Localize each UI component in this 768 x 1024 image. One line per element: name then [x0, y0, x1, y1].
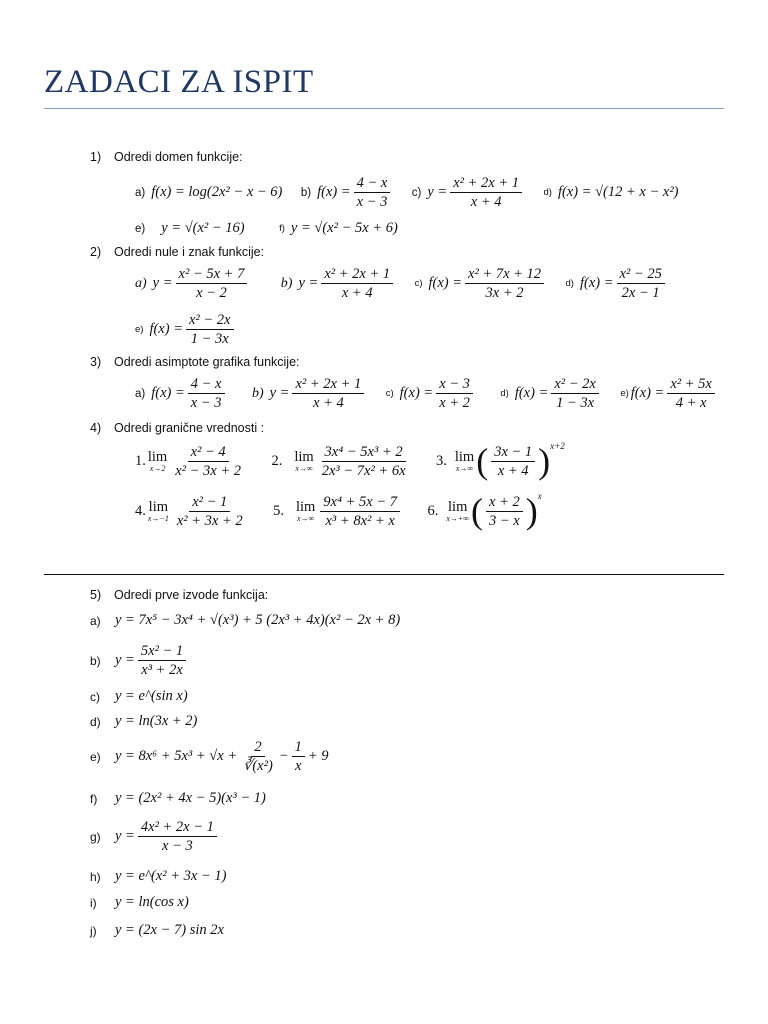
limit-operator [294, 450, 313, 473]
fraction [188, 376, 225, 411]
formula: y = (2x − 7) sin 2x [115, 922, 224, 938]
page-title: ZADACI ZA ISPIT [44, 64, 314, 100]
q5-item-c [90, 688, 188, 705]
item-label: h) [90, 869, 101, 884]
lim-text: lim [295, 498, 316, 515]
numerator: x − 3 [436, 376, 473, 394]
formula: y = ln(3x + 2) [115, 713, 198, 729]
formula: f(x) = √(12 + x − x²) [557, 184, 679, 200]
item-label: d) [500, 388, 509, 399]
q5-item-i [90, 894, 189, 911]
limit-operator [455, 450, 474, 473]
denominator: 4 + x [675, 395, 707, 411]
denominator: x − 3 [162, 838, 193, 854]
limit-operator [148, 450, 167, 473]
formula-prefix: y = [298, 275, 319, 291]
item-label: e) [135, 324, 144, 335]
numerator: x + 2 [486, 494, 523, 512]
denominator: x − 3 [190, 395, 222, 411]
fraction [491, 444, 535, 479]
denominator: x + 4 [341, 285, 373, 301]
item-label: 6. [427, 502, 439, 519]
item-label: a) [135, 387, 146, 400]
formula: y = ln(cos x) [115, 894, 189, 910]
numerator: x² − 1 [189, 494, 230, 512]
item-label: d) [90, 714, 101, 729]
q5-item-b [90, 643, 189, 678]
question-5-heading [90, 588, 268, 602]
numerator: 5x² − 1 [138, 643, 186, 661]
right-paren: ) [538, 441, 551, 481]
numerator: x² − 5x + 7 [176, 266, 248, 284]
question-text: Odredi domen funkcije: [114, 150, 243, 164]
numerator: x² + 2x + 1 [292, 376, 364, 394]
q5-item-g [90, 819, 220, 854]
fraction [138, 643, 186, 678]
item-label: a) [135, 275, 147, 291]
limit-operator [446, 500, 469, 523]
fraction [320, 494, 400, 529]
denominator: x³ + 8x² + x [325, 512, 395, 529]
numerator: 4x² + 2x − 1 [138, 819, 217, 837]
denominator: 3x + 2 [485, 285, 524, 301]
formula-prefix: y = [152, 275, 173, 291]
q4-item-6 [427, 493, 541, 529]
lim-text: lim [294, 448, 314, 465]
numerator: x² + 5x [667, 376, 715, 394]
q2-item-e [135, 312, 237, 347]
lim-subscript: x→2 [149, 463, 166, 473]
q1-item-b [301, 175, 394, 210]
item-label: c) [414, 278, 423, 289]
item-label: a) [90, 613, 101, 628]
fraction [617, 266, 665, 301]
fraction [667, 376, 715, 411]
fraction [551, 376, 599, 411]
formula-prefix: f(x) = [149, 321, 183, 337]
question-number: 4) [90, 421, 102, 435]
formula-suffix: + 9 [307, 748, 329, 764]
numerator: 3x − 1 [491, 444, 535, 462]
fraction [436, 376, 473, 411]
fraction [172, 444, 244, 479]
q4-item-2 [271, 444, 411, 479]
fraction [186, 312, 234, 347]
question-3-heading [90, 355, 300, 369]
question-number: 5) [90, 588, 102, 602]
fraction [176, 266, 248, 301]
formula-prefix: y = [115, 652, 135, 668]
denominator: 1 − 3x [190, 331, 229, 347]
lim-subscript: x→+∞ [446, 513, 470, 523]
question-text: Odredi granične vrednosti : [114, 421, 265, 435]
q1-item-f [279, 220, 398, 237]
formula-prefix: y = [269, 385, 290, 401]
lim-text: lim [148, 498, 169, 515]
formula: y = (2x² + 4x − 5)(x³ − 1) [115, 790, 266, 806]
lim-subscript: x→∞ [295, 463, 313, 473]
formula-prefix: f(x) = [399, 385, 434, 401]
item-label: a) [135, 186, 146, 199]
numerator: x² + 2x + 1 [321, 266, 393, 284]
item-label: i) [90, 895, 97, 910]
q5-item-j [90, 922, 224, 939]
question-number: 3) [90, 355, 102, 369]
numerator: 9x⁴ + 5x − 7 [320, 494, 400, 512]
lim-subscript: x→∞ [296, 513, 315, 523]
fraction [319, 444, 409, 479]
question-1-heading [90, 150, 243, 164]
q3-item-e [620, 376, 718, 411]
lim-subscript: x→∞ [455, 463, 474, 473]
formula: f(x) = log(2x² − x − 6) [151, 184, 283, 200]
question-4-row-1 [135, 443, 579, 479]
item-label: e) [135, 222, 146, 235]
q1-item-d [543, 184, 678, 201]
item-label: e) [620, 388, 629, 399]
denominator: 1 − 3x [556, 395, 595, 411]
item-label: 4. [135, 502, 146, 519]
formula-prefix: f(x) = [151, 385, 185, 401]
fraction [354, 175, 391, 210]
denominator: x³ + 2x [141, 662, 183, 678]
item-label: 1. [135, 452, 146, 469]
numerator: x² − 25 [617, 266, 665, 284]
item-label: b) [90, 653, 101, 668]
denominator: x + 4 [497, 462, 529, 479]
question-text: Odredi nule i znak funkcije: [114, 245, 265, 259]
question-number: 2) [90, 245, 102, 259]
left-paren: ( [471, 491, 484, 531]
q1-item-a [135, 184, 282, 201]
exponent: x [537, 491, 542, 501]
q3-item-a [135, 376, 228, 411]
formula-prefix: f(x) = [579, 275, 614, 291]
formula-operator: − [278, 748, 289, 764]
item-label: 5. [273, 502, 284, 519]
item-label: c) [411, 186, 422, 199]
numerator: x² + 7x + 12 [465, 266, 544, 284]
formula-prefix: f(x) = [630, 385, 665, 401]
question-text: Odredi asimptote grafika funkcije: [114, 355, 300, 369]
item-label: d) [543, 187, 552, 198]
q1-item-c [412, 175, 525, 210]
question-number: 1) [90, 150, 102, 164]
question-2-row-1 [135, 266, 682, 301]
fraction [321, 266, 393, 301]
item-label: c) [385, 388, 394, 399]
denominator: 2x³ − 7x² + 6x [321, 462, 406, 479]
denominator: x + 4 [470, 194, 502, 210]
fraction [292, 739, 305, 774]
denominator: x + 2 [439, 395, 470, 411]
item-label: j) [90, 923, 97, 938]
denominator: ∛(x²) [243, 758, 273, 774]
item-label: 2. [271, 452, 283, 469]
fraction [486, 494, 523, 529]
title-underline [44, 108, 724, 109]
numerator: 3x⁴ − 5x³ + 2 [322, 444, 406, 462]
denominator: x + 4 [313, 395, 344, 411]
question-1-row-2 [135, 220, 412, 238]
denominator: 3 − x [489, 512, 520, 529]
q5-item-e [90, 739, 329, 774]
numerator: 4 − x [188, 376, 225, 394]
fraction [292, 376, 364, 411]
question-text: Odredi prve izvode funkcija: [114, 588, 269, 602]
formula-prefix: f(x) = [428, 275, 463, 291]
item-label: f) [90, 791, 98, 806]
formula-prefix: f(x) = [317, 184, 351, 200]
fraction [465, 266, 544, 301]
q3-item-d [500, 376, 602, 411]
fraction [174, 494, 246, 529]
question-3-row-1 [135, 376, 718, 411]
formula: y = √(x² − 16) [161, 220, 245, 237]
item-label: d) [565, 278, 574, 289]
denominator: 2x − 1 [621, 285, 660, 301]
section-divider [44, 574, 724, 575]
lim-text: lim [147, 448, 168, 465]
q5-item-a [90, 612, 400, 629]
formula-prefix: f(x) = [514, 385, 549, 401]
numerator: x² − 2x [551, 376, 599, 394]
left-paren: ( [476, 441, 489, 481]
formula-prefix: y = 8x⁶ + 5x³ + √x + [115, 748, 238, 764]
item-label: e) [90, 749, 101, 764]
numerator: x² + 2x + 1 [450, 175, 522, 193]
q4-item-3 [436, 443, 565, 479]
right-paren: ) [525, 491, 538, 531]
lim-text: lim [448, 498, 468, 515]
item-label: b) [251, 385, 264, 401]
q2-item-c [415, 266, 548, 301]
formula: y = e^(sin x) [115, 688, 188, 704]
limit-operator [148, 500, 169, 523]
q1-item-e [135, 220, 245, 237]
question-2-heading [90, 245, 264, 259]
q3-item-b [252, 376, 367, 411]
formula-prefix: y = [427, 184, 448, 200]
numerator: x² − 2x [186, 312, 234, 330]
denominator: x [295, 758, 302, 774]
question-4-heading [90, 421, 264, 435]
q3-item-c [386, 376, 476, 411]
lim-text: lim [454, 448, 475, 465]
question-4-row-2 [135, 493, 556, 529]
formula: y = e^(x² + 3x − 1) [115, 868, 227, 884]
item-label: f) [279, 223, 285, 235]
denominator: x² − 3x + 2 [175, 462, 242, 479]
q5-item-f [90, 790, 266, 807]
item-label: 3. [435, 452, 447, 469]
numerator: x² − 4 [188, 444, 229, 462]
q2-item-a [135, 266, 250, 301]
numerator: 4 − x [354, 175, 391, 193]
formula: y = √(x² − 5x + 6) [290, 220, 398, 237]
formula-prefix: y = [115, 828, 135, 844]
numerator: 2 [251, 739, 264, 757]
q4-item-1 [135, 444, 247, 479]
item-label: b) [280, 275, 293, 291]
numerator: 1 [292, 739, 305, 757]
question-1-row-1 [135, 175, 693, 210]
q5-item-d [90, 713, 197, 730]
q2-item-d [566, 266, 668, 301]
limit-operator [296, 500, 315, 523]
fraction [240, 739, 276, 774]
fraction [450, 175, 522, 210]
formula: y = 7x⁵ − 3x⁴ + √(x³) + 5 (2x³ + 4x)(x² − 2x + 8) [115, 612, 401, 628]
item-label: c) [90, 689, 100, 704]
exponent: x+2 [550, 441, 565, 451]
q2-item-b [281, 266, 396, 301]
denominator: x² + 3x + 2 [176, 512, 243, 529]
item-label: g) [90, 829, 101, 844]
question-2-row-2 [135, 312, 251, 347]
denominator: x − 2 [196, 285, 227, 301]
q4-item-5 [273, 494, 403, 529]
lim-subscript: x→−1 [147, 513, 169, 523]
q4-item-4 [135, 494, 249, 529]
fraction [138, 819, 217, 854]
denominator: x − 3 [356, 194, 388, 210]
item-label: b) [300, 186, 312, 199]
q5-item-h [90, 868, 226, 885]
